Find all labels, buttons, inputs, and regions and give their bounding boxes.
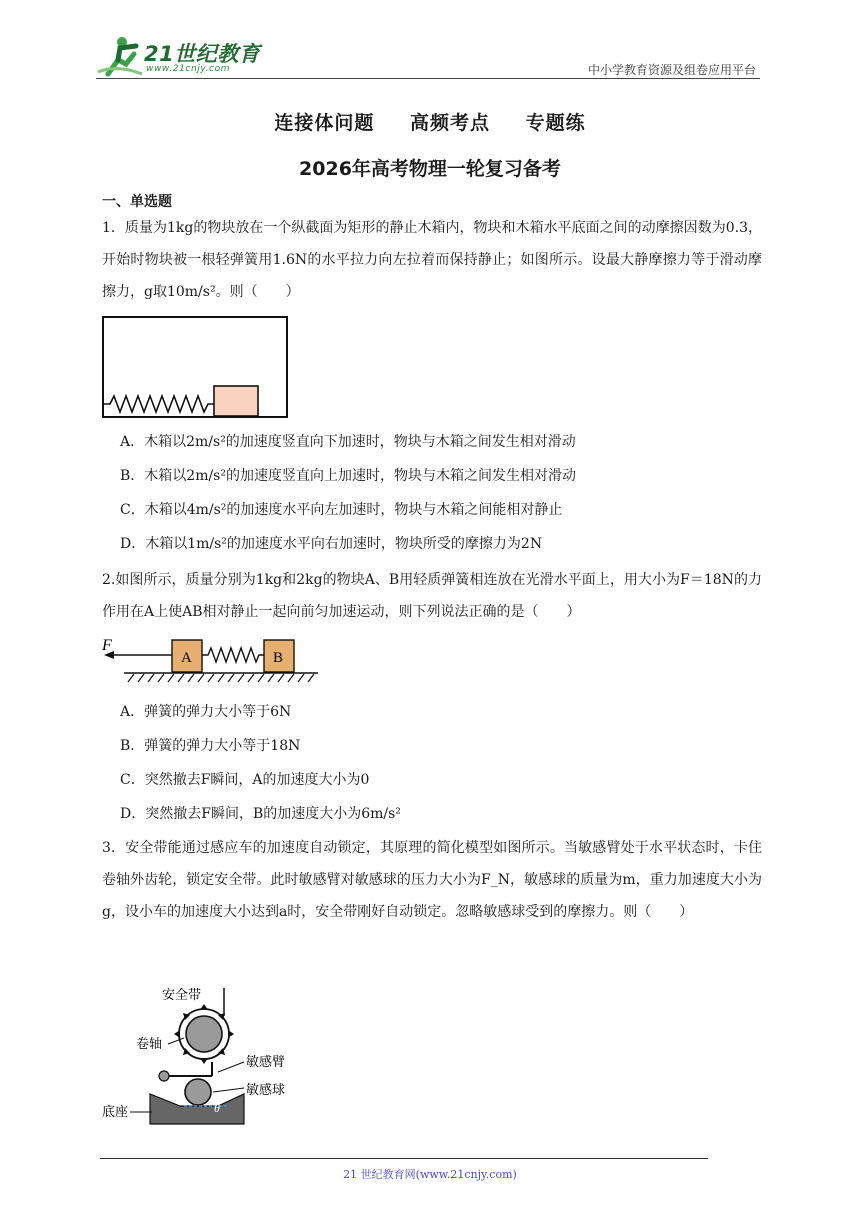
title-part-3: 专题练 <box>525 112 586 134</box>
block-shape <box>214 386 258 416</box>
title-part-2: 高频考点 <box>409 112 490 134</box>
arm-pointer <box>218 1062 244 1072</box>
logo-url: www.21cnjy.com <box>146 64 231 74</box>
q2-option-d: D．突然撤去F瞬间，B的加速度大小为6m/s² <box>120 806 401 822</box>
spring-ab <box>202 648 264 662</box>
question-1-figure <box>102 316 290 420</box>
question-2-figure <box>100 634 324 686</box>
ball-pointer <box>213 1088 244 1092</box>
section-heading: 一、单选题 <box>102 194 172 210</box>
header-divider <box>96 78 760 79</box>
question-2-text: 2.如图所示，质量分别为1kg和2kg的物块A、B用轻质弹簧相连放在光滑水平面上，用大小为F＝18N的力作用在A上使AB相对静止一起向前匀加速运动，则下列说法正确的是（ ） <box>102 572 762 620</box>
q1-option-a: A．木箱以2m/s²的加速度竖直向下加速时，物块与木箱之间发生相对滑动 <box>120 434 576 450</box>
block-b-label: B <box>273 650 284 666</box>
q1-option-d: D．木箱以1m/s²的加速度水平向右加速时，物块所受的摩擦力为2N <box>120 536 543 552</box>
logo-text: 21世纪教育 <box>144 42 261 66</box>
spring-shape <box>104 396 214 412</box>
base-label: 底座 <box>102 1105 129 1120</box>
belt-label: 安全带 <box>162 988 202 1003</box>
block-a-label: A <box>181 650 192 666</box>
page-footer: 21 世纪教育网(www.21cnjy.com) <box>343 1168 517 1181</box>
q1-option-b: B．木箱以2m/s²的加速度竖直向上加速时，物块与木箱之间发生相对滑动 <box>120 468 576 484</box>
footer-divider <box>100 1158 708 1159</box>
ground-hatch <box>128 674 314 682</box>
page-title <box>0 108 860 135</box>
q2-option-c: C．突然撤去F瞬间，A的加速度大小为0 <box>120 772 370 788</box>
arm-label: 敏感臂 <box>246 1055 286 1070</box>
title-part-1: 连接体问题 <box>274 112 375 134</box>
ball-label: 敏感球 <box>246 1083 286 1098</box>
angle-label: θ <box>214 1101 220 1115</box>
question-3-text: 3．安全带能通过感应车的加速度自动锁定，其原理的简化模型如图所示。当敏感臂处于水平状态时，卡住卷轴外齿轮，锁定安全带。此时敏感臂对敏感球的压力大小为F_N，敏感球的质量为m，重力加速度大小为g，设小车的加速度大小达到a时，安全带刚好自动锁定。忽略敏感球受到的摩擦力。则（ ） <box>102 840 762 920</box>
page-subtitle: 2026年高考物理一轮复习备考 <box>299 158 561 180</box>
q1-option-c: C．木箱以4m/s²的加速度水平向左加速时，物块与木箱之间能相对静止 <box>120 502 563 518</box>
q2-option-b: B．弹簧的弹力大小等于18N <box>120 738 301 754</box>
platform-label: 中小学教育资源及组卷应用平台 <box>587 63 756 77</box>
arm-pivot <box>159 1071 169 1081</box>
site-logo <box>96 34 266 80</box>
page-header <box>96 34 760 80</box>
sensor-ball <box>185 1079 211 1105</box>
reel-icon <box>186 1016 222 1052</box>
question-3-figure <box>100 982 300 1128</box>
reel-label: 卷轴 <box>136 1037 163 1052</box>
runner-logo-icon <box>96 34 146 80</box>
force-label: F <box>102 637 112 654</box>
q2-option-a: A．弹簧的弹力大小等于6N <box>120 704 292 720</box>
question-1-text: 1．质量为1kg的物块放在一个纵截面为矩形的静止木箱内，物块和木箱水平底面之间的动摩擦因数为0.3，开始时物块被一根轻弹簧用1.6N的水平拉力向左拉着而保持静止；如图所示。设最大静摩擦力等于滑动摩擦力，g取10m/s²。则（ ） <box>102 220 762 300</box>
